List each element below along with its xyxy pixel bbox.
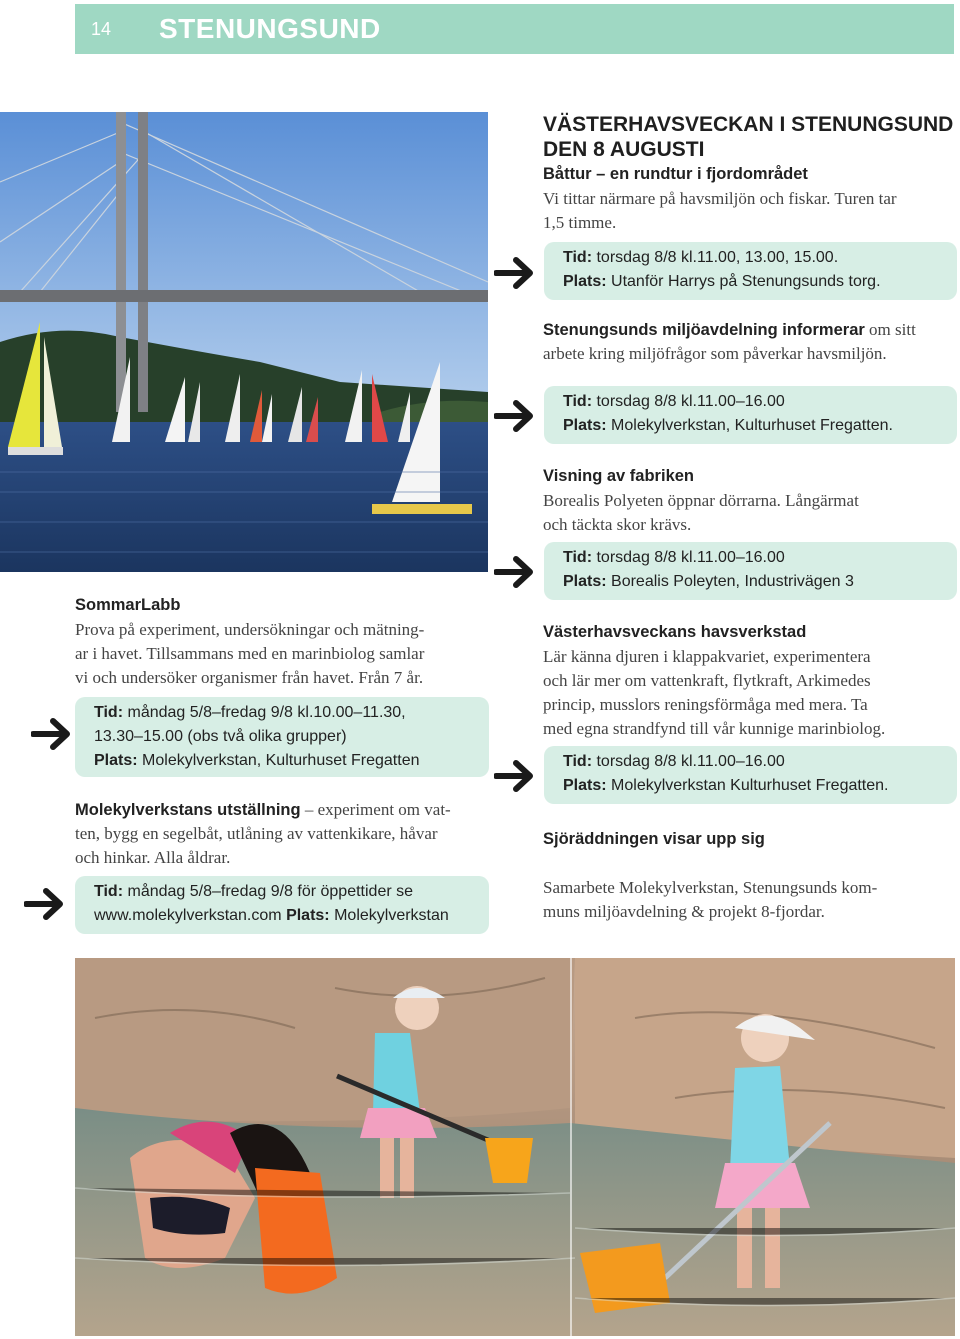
- havsverkstad-text: [543, 645, 885, 741]
- utstallning-text-line1: [75, 798, 451, 822]
- miljo-info-box: [544, 386, 957, 444]
- utstallning-text-line1-rest: – experiment om vat-: [304, 800, 451, 819]
- utstallning-url-place: [94, 904, 479, 928]
- place-value: Molekylverkstan Kulturhuset Fregatten.: [611, 777, 889, 794]
- time-value: torsdag 8/8 kl.11.00–16.00: [596, 753, 785, 770]
- time-label: Tid:: [563, 753, 593, 770]
- havsverkstad-text-line4: med egna strandfynd till vår kunnige marinbiolog.: [543, 719, 886, 738]
- sommarlabb-time: [94, 701, 479, 725]
- boat-tour-title: Båttur – en rundtur i fjordområdet: [543, 165, 808, 183]
- sjoraddning-text: [543, 876, 877, 924]
- sjoraddning-text-line1: Samarbete Molekylverkstan, Stenungsunds kom-: [543, 878, 878, 897]
- arrow-right-icon: [494, 398, 538, 434]
- sommarlabb-place: [94, 749, 479, 773]
- havsverkstad-info-box: [544, 746, 957, 804]
- sommarlabb-text-line1: Prova på experiment, undersökningar och mätning-: [75, 620, 425, 639]
- time-value-line1: måndag 5/8–fredag 9/8 kl.10.00–11.30,: [127, 704, 406, 721]
- fabrik-text-line2: och täckta skor krävs.: [543, 515, 692, 534]
- sommarlabb-text-line2: ar i havet. Tillsammans med en marinbiolog samlar: [75, 644, 425, 663]
- boat-tour-text-line1: Vi tittar närmare på havsmiljön och fiskar. Turen tar: [543, 189, 897, 208]
- arrow-right-icon: [31, 716, 75, 752]
- place-label: Plats:: [563, 273, 607, 290]
- fabrik-info-box: [544, 542, 957, 600]
- place-value: Molekylverkstan, Kulturhuset Fregatten: [142, 752, 420, 769]
- arrow-right-icon: [494, 554, 538, 590]
- sommarlabb-text-line3: vi och undersöker organismer från havet. Från 7 år.: [75, 668, 424, 687]
- sjoraddning-text-line2: muns miljöavdelning & projekt 8-fjordar.: [543, 902, 825, 921]
- utstallning-text-line2: ten, bygg en segelbåt, utlåning av vattenkikare, håvar: [75, 824, 438, 843]
- havsverkstad-place: [563, 774, 947, 798]
- boat-tour-text-line2: 1,5 timme.: [543, 213, 617, 232]
- miljo-title: Stenungsunds miljöavdelning informerar: [543, 321, 865, 339]
- utstallning-info-box: [75, 876, 489, 934]
- children-beach-photo: [75, 958, 955, 1336]
- sommarlabb-time-line2: 13.30–15.00 (obs två olika grupper): [94, 728, 347, 745]
- miljo-place: [563, 414, 947, 438]
- utstallning-text-line3: och hinkar. Alla åldrar.: [75, 848, 231, 867]
- main-heading-line1: VÄSTERHAVSVECKAN I STENUNGSUND: [543, 113, 954, 136]
- place-label: Plats:: [94, 752, 138, 769]
- place-label: Plats:: [286, 907, 330, 924]
- havsverkstad-text-line1: Lär känna djuren i klappakvariet, experimentera: [543, 647, 871, 666]
- utstallning-title: Molekylverkstans utställning: [75, 801, 301, 819]
- fabrik-text-line1: Borealis Polyeten öppnar dörrarna. Långärmat: [543, 491, 859, 510]
- place-value: Borealis Poleyten, Industrivägen 3: [611, 573, 854, 590]
- sommarlabb-info-box: [75, 697, 489, 777]
- time-value: torsdag 8/8 kl.11.00–16.00: [596, 549, 785, 566]
- sommarlabb-title: SommarLabb: [75, 596, 181, 614]
- fabrik-title: Visning av fabriken: [543, 467, 694, 485]
- place-label: Plats:: [563, 573, 607, 590]
- utstallning-time: [94, 880, 479, 904]
- havsverkstad-title: Västerhavsveckans havsverkstad: [543, 623, 807, 641]
- place-label: Plats:: [563, 777, 607, 794]
- main-heading-line2: DEN 8 AUGUSTI: [543, 138, 705, 161]
- miljo-time: [563, 390, 947, 414]
- page-title: STENUNGSUND: [159, 13, 381, 44]
- time-label: Tid:: [563, 249, 593, 266]
- havsverkstad-text-line3: princip, musslors reningsförmåga med mera. Ta: [543, 695, 868, 714]
- time-label: Tid:: [94, 883, 124, 900]
- boat-tour-info-box: [544, 242, 957, 300]
- arrow-right-icon: [24, 886, 68, 922]
- boat-tour-text: [543, 187, 897, 235]
- sjoraddning-title: Sjöräddningen visar upp sig: [543, 830, 765, 848]
- fabrik-place: [563, 570, 947, 594]
- miljo-text-line1: [543, 318, 916, 342]
- website-link[interactable]: www.molekylverkstan.com: [94, 907, 282, 924]
- sailboats-bridge-photo: [0, 112, 488, 572]
- fabrik-text: [543, 489, 859, 537]
- time-label: Tid:: [563, 549, 593, 566]
- arrow-right-icon: [494, 255, 538, 291]
- place-value: Molekylverkstan: [334, 907, 449, 924]
- time-label: Tid:: [94, 704, 124, 721]
- time-value-line1: måndag 5/8–fredag 9/8 för öppettider se: [127, 883, 414, 900]
- place-label: Plats:: [563, 417, 607, 434]
- main-heading: [543, 112, 953, 162]
- miljo-text: [543, 318, 916, 366]
- boat-tour-time: [563, 246, 947, 270]
- time-value: torsdag 8/8 kl.11.00, 13.00, 15.00.: [596, 249, 839, 266]
- header-bar: [75, 4, 954, 54]
- havsverkstad-text-line2: och lär mer om vattenkraft, flytkraft, Arkimedes: [543, 671, 871, 690]
- place-value: Molekylverkstan, Kulturhuset Fregatten.: [611, 417, 893, 434]
- arrow-right-icon: [494, 758, 538, 794]
- sommarlabb-text: [75, 618, 424, 690]
- page-number: 14: [91, 19, 112, 39]
- fabrik-time: [563, 546, 947, 570]
- boat-tour-place: [563, 270, 947, 294]
- time-value: torsdag 8/8 kl.11.00–16.00: [596, 393, 785, 410]
- utstallning-text: [75, 798, 451, 870]
- havsverkstad-time: [563, 750, 947, 774]
- miljo-text-line1-rest: om sitt: [869, 320, 916, 339]
- time-label: Tid:: [563, 393, 593, 410]
- place-value: Utanför Harrys på Stenungsunds torg.: [611, 273, 881, 290]
- miljo-text-line2: arbete kring miljöfrågor som påverkar havsmiljön.: [543, 344, 887, 363]
